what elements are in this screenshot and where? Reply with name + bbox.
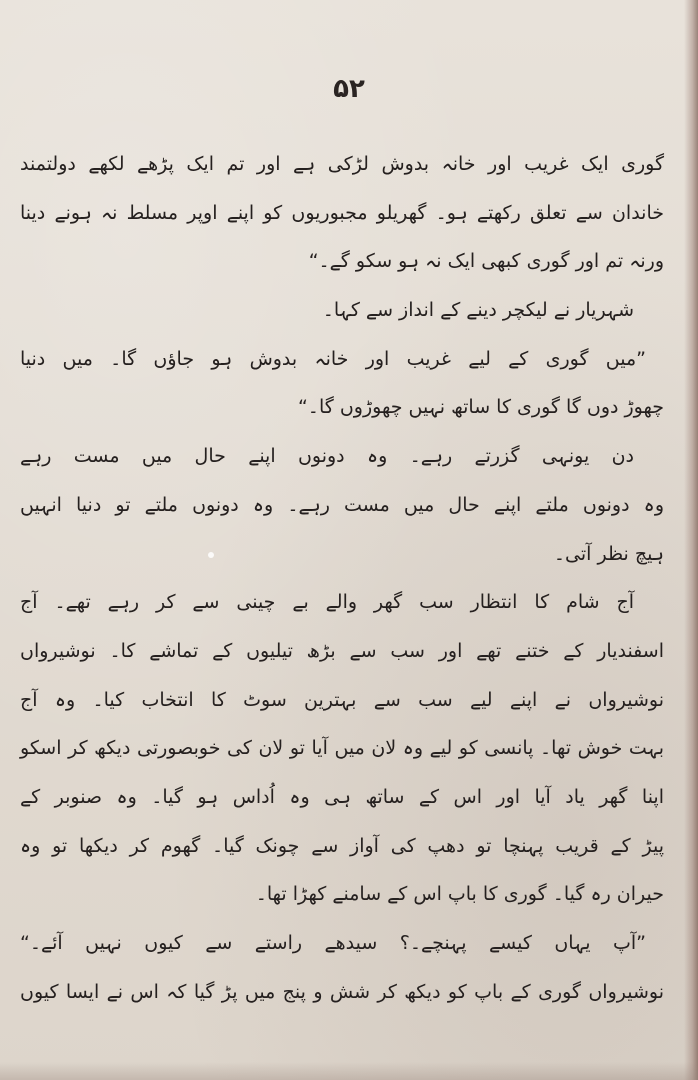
page-bottom-shadow [0, 1062, 698, 1080]
text-line: وہ دونوں ملتے اپنے حال میں مست رہے۔ وہ دونوں ملتے تو دنیا انہیں [20, 493, 664, 516]
text-line: دن یونہی گزرتے رہے۔ وہ دونوں اپنے حال میں مست رہے [20, 445, 634, 468]
text-line: چھوڑ دوں گا گوری کا ساتھ نہیں چھوڑوں گا۔“ [297, 396, 664, 419]
text-line: اسفندیار کے ختنے تھے اور سب سے بڑھ تیلیوں کے تماشے کا۔ نوشیرواں [20, 639, 664, 662]
text-line: ہیچ نظر آتی۔ [553, 542, 664, 565]
text-line: ”میں گوری کے لیے غریب اور خانہ بدوش ہو جاؤں گا۔ میں دنیا [20, 347, 646, 370]
text-line: خاندان سے تعلق رکھتے ہو۔ گھریلو مجبوریوں کو اپنے اوپر مسلط نہ ہونے دینا [20, 201, 664, 224]
page-number: ۵۲ [333, 74, 365, 104]
text-line: اپنا گھر یاد آیا اور اس کے ساتھ ہی وہ اُداس ہو گیا۔ وہ صنوبر کے [20, 785, 664, 808]
text-line: بہت خوش تھا۔ پانسی کو لیے وہ لان میں آیا تو لان کی خوبصورتی دیکھ کر اسکو [20, 737, 664, 760]
text-line: پیڑ کے قریب پہنچا تو دھپ کی آواز سے چونک گیا۔ گھوم کر دیکھا تو وہ [20, 834, 664, 857]
text-line: ”آپ یہاں کیسے پہنچے۔؟ سیدھے راستے سے کیوں نہیں آئے۔“ [20, 932, 646, 954]
text-line: آج شام کا انتظار سب گھر والے بے چینی سے کر رہے تھے۔ آج [20, 591, 634, 614]
text-line: حیران رہ گیا۔ گوری کا باپ اس کے سامنے کھڑا تھا۔ [255, 883, 664, 906]
text-line: نوشیرواں نے اپنے لیے سب سے بہترین سوٹ کا انتخاب کیا۔ وہ آج [20, 688, 664, 711]
text-line: نوشیرواں گوری کے باپ کو دیکھ کر شش و پنج میں پڑ گیا کہ اس نے ایسا کیوں [20, 980, 664, 1003]
text-line: ورنہ تم اور گوری کبھی ایک نہ ہو سکو گے۔“ [308, 250, 664, 273]
page-edge-shadow [684, 0, 698, 1080]
text-line: گوری ایک غریب اور خانہ بدوش لڑکی ہے اور تم ایک پڑھے لکھے دولتمند [20, 153, 664, 175]
body-text [16, 140, 668, 1016]
text-line: شہریار نے لیکچر دینے کے انداز سے کہا۔ [322, 299, 634, 322]
